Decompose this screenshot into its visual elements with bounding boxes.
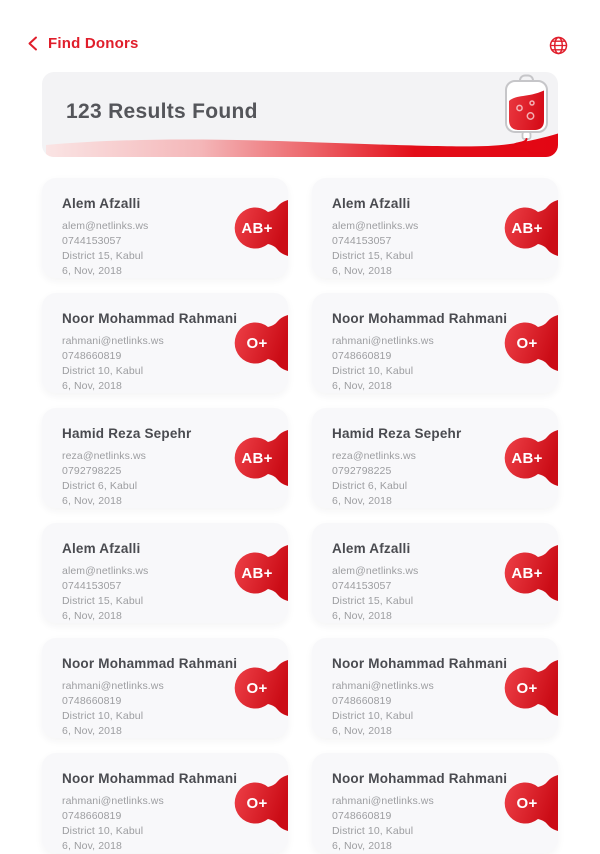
- donor-name: Noor Mohammad Rahmani: [332, 311, 508, 326]
- donor-results-grid: [42, 178, 558, 853]
- donor-phone: 0744153057: [62, 580, 122, 592]
- donor-card[interactable]: [312, 178, 558, 278]
- donor-date: 6, Nov, 2018: [332, 725, 392, 737]
- blood-type-badge: [234, 429, 288, 487]
- blood-type-label: O+: [516, 679, 538, 697]
- blood-type-label: O+: [246, 334, 268, 352]
- donor-date: 6, Nov, 2018: [332, 610, 392, 622]
- donor-location: District 15, Kabul: [62, 595, 144, 607]
- blood-type-badge: [234, 774, 288, 832]
- donor-date: 6, Nov, 2018: [62, 265, 122, 277]
- donor-email: rahmani@netlinks.ws: [332, 680, 434, 692]
- donor-location: District 10, Kabul: [332, 710, 414, 722]
- donor-location: District 10, Kabul: [332, 365, 414, 377]
- donor-phone: 0748660819: [62, 810, 122, 822]
- donor-card[interactable]: [42, 408, 288, 508]
- donor-date: 6, Nov, 2018: [332, 495, 392, 507]
- blood-type-label: AB+: [511, 564, 543, 582]
- back-label: Find Donors: [48, 35, 139, 52]
- donor-location: District 10, Kabul: [332, 825, 414, 837]
- donor-name: Alem Afzalli: [62, 541, 141, 556]
- donor-name: Noor Mohammad Rahmani: [62, 311, 238, 326]
- donor-details: [332, 794, 498, 854]
- donor-phone: 0744153057: [332, 580, 392, 592]
- blood-type-label: AB+: [241, 564, 273, 582]
- donor-details: [62, 449, 228, 509]
- blood-type-label: AB+: [511, 219, 543, 237]
- donor-email: rahmani@netlinks.ws: [62, 680, 164, 692]
- donor-card[interactable]: [312, 293, 558, 393]
- donor-details: [332, 219, 498, 279]
- donor-location: District 10, Kabul: [62, 825, 144, 837]
- donor-details: [332, 449, 498, 509]
- donor-email: rahmani@netlinks.ws: [332, 795, 434, 807]
- blood-type-badge: [504, 199, 558, 257]
- donor-name: Noor Mohammad Rahmani: [332, 771, 508, 786]
- donor-card[interactable]: [312, 753, 558, 853]
- donor-details: [62, 334, 228, 394]
- chevron-left-icon: [27, 36, 38, 51]
- donor-phone: 0748660819: [62, 695, 122, 707]
- donor-email: rahmani@netlinks.ws: [332, 335, 434, 347]
- donor-date: 6, Nov, 2018: [62, 495, 122, 507]
- donor-details: [332, 564, 498, 624]
- donor-details: [62, 219, 228, 279]
- donor-date: 6, Nov, 2018: [62, 610, 122, 622]
- donor-email: rahmani@netlinks.ws: [62, 795, 164, 807]
- donor-phone: 0792798225: [62, 465, 122, 477]
- donor-details: [332, 334, 498, 394]
- donor-phone: 0748660819: [332, 695, 392, 707]
- donor-email: alem@netlinks.ws: [62, 220, 149, 232]
- results-count-title: 123 Results Found: [66, 100, 258, 123]
- donor-date: 6, Nov, 2018: [332, 840, 392, 852]
- blood-type-label: O+: [246, 679, 268, 697]
- donor-details: [62, 679, 228, 739]
- donor-card[interactable]: [42, 523, 288, 623]
- donor-name: Noor Mohammad Rahmani: [332, 656, 508, 671]
- donor-details: [62, 794, 228, 854]
- donor-email: alem@netlinks.ws: [332, 220, 419, 232]
- donor-date: 6, Nov, 2018: [332, 380, 392, 392]
- donor-email: reza@netlinks.ws: [332, 450, 417, 462]
- donor-phone: 0748660819: [332, 810, 392, 822]
- donor-name: Hamid Reza Sepehr: [332, 426, 462, 441]
- donor-name: Alem Afzalli: [62, 196, 141, 211]
- donor-phone: 0748660819: [62, 350, 122, 362]
- blood-bag-icon: [500, 74, 553, 154]
- donor-name: Hamid Reza Sepehr: [62, 426, 192, 441]
- blood-type-label: AB+: [241, 449, 273, 467]
- donor-date: 6, Nov, 2018: [62, 380, 122, 392]
- blood-type-label: O+: [516, 334, 538, 352]
- donor-location: District 10, Kabul: [62, 710, 144, 722]
- donor-phone: 0744153057: [62, 235, 122, 247]
- donor-card[interactable]: [312, 523, 558, 623]
- back-button[interactable]: [27, 35, 139, 52]
- donor-location: District 6, Kabul: [62, 480, 138, 492]
- donor-email: rahmani@netlinks.ws: [62, 335, 164, 347]
- blood-type-badge: [504, 429, 558, 487]
- donor-name: Alem Afzalli: [332, 541, 411, 556]
- donor-date: 6, Nov, 2018: [62, 840, 122, 852]
- donor-card[interactable]: [42, 753, 288, 853]
- donor-name: Noor Mohammad Rahmani: [62, 771, 238, 786]
- language-button[interactable]: [548, 36, 568, 56]
- donor-name: Noor Mohammad Rahmani: [62, 656, 238, 671]
- topbar: [0, 0, 600, 64]
- donor-date: 6, Nov, 2018: [332, 265, 392, 277]
- donor-location: District 6, Kabul: [332, 480, 408, 492]
- blood-type-badge: [504, 544, 558, 602]
- results-banner: [42, 72, 558, 157]
- donor-email: alem@netlinks.ws: [332, 565, 419, 577]
- blood-type-badge: [234, 544, 288, 602]
- donor-location: District 15, Kabul: [62, 250, 144, 262]
- donor-card[interactable]: [42, 178, 288, 278]
- donor-location: District 15, Kabul: [332, 595, 414, 607]
- donor-name: Alem Afzalli: [332, 196, 411, 211]
- blood-type-label: AB+: [241, 219, 273, 237]
- donor-location: District 10, Kabul: [62, 365, 144, 377]
- donor-details: [62, 564, 228, 624]
- donor-email: reza@netlinks.ws: [62, 450, 147, 462]
- blood-type-badge: [504, 314, 558, 372]
- donor-card[interactable]: [312, 638, 558, 738]
- donor-phone: 0748660819: [332, 350, 392, 362]
- donor-email: alem@netlinks.ws: [62, 565, 149, 577]
- blood-type-badge: [234, 659, 288, 717]
- blood-type-badge: [504, 774, 558, 832]
- blood-type-label: AB+: [511, 449, 543, 467]
- donor-card[interactable]: [42, 293, 288, 393]
- donor-phone: 0792798225: [332, 465, 392, 477]
- globe-icon: [549, 43, 568, 58]
- blood-type-badge: [504, 659, 558, 717]
- donor-card[interactable]: [42, 638, 288, 738]
- blood-type-label: O+: [246, 794, 268, 812]
- donor-date: 6, Nov, 2018: [62, 725, 122, 737]
- donor-details: [332, 679, 498, 739]
- blood-type-badge: [234, 199, 288, 257]
- donor-location: District 15, Kabul: [332, 250, 414, 262]
- blood-type-label: O+: [516, 794, 538, 812]
- donor-phone: 0744153057: [332, 235, 392, 247]
- blood-type-badge: [234, 314, 288, 372]
- donor-card[interactable]: [312, 408, 558, 508]
